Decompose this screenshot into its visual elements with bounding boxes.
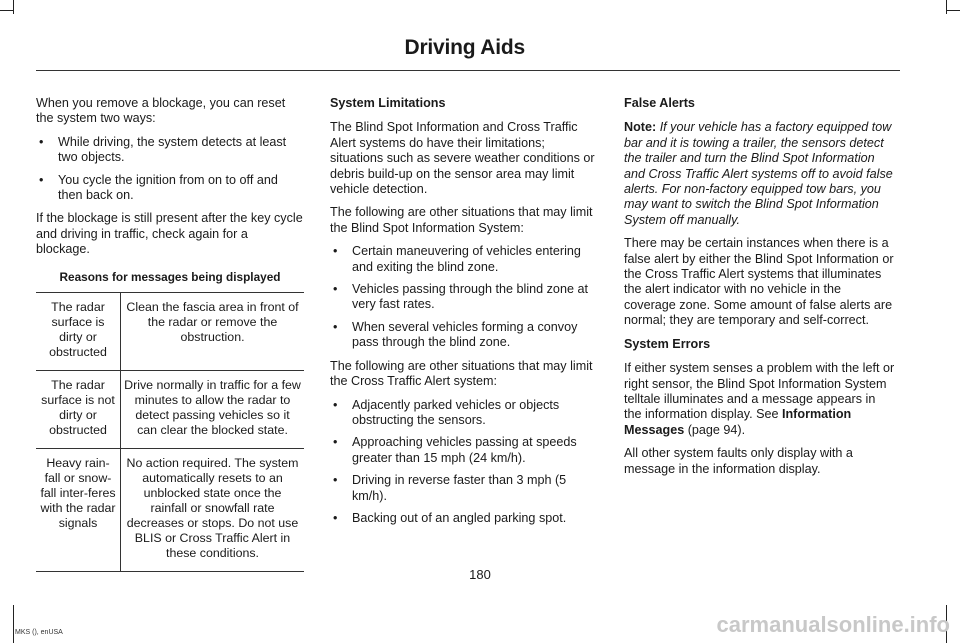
watermark: carmanualsonline.info [716,612,950,637]
column-1 [36,96,304,572]
paragraph: The following are other situations that may limit the Blind Spot Information System: [330,205,593,235]
crop-mark [946,0,947,14]
list-item: • While driving, the system detects at least two objects. [36,135,304,166]
table-row [36,448,304,571]
page-title: Driving Aids [404,36,525,59]
list-item: • Vehicles passing through the blind zone at very fast rates. [330,282,600,313]
note-text: If your vehicle has a factory equipped tow bar and it is towing a trailer, the sensors detect the trailer and turn the Blind Spot Information and Cross Traffic Alert systems off to avoid false alerts. For non-factory equipped tow bars, you may want to switch the Blind Spot Information System off manually. [624,120,893,227]
table-header: Reasons for messages being displayed [36,270,304,293]
page-number: 180 [469,567,491,582]
paragraph: The Blind Spot Information and Cross Traffic Alert systems do have their limitations; situations such as severe weather conditions or debris build-up on the sensor area may limit vehicle detection. [330,120,595,197]
paragraph: The following are other situations that may limit the Cross Traffic Alert system: [330,358,593,389]
column-3 [624,96,896,485]
table-cell-condition: The radar surface is not dirty or obstructed [36,370,121,448]
cross-reference-link[interactable]: Information Messages [624,407,852,437]
crop-mark [13,605,14,643]
section-heading: System Limitations [330,96,446,110]
paragraph [624,361,896,438]
list-item: • Backing out of an angled parking spot. [330,511,600,526]
crop-mark [13,0,14,14]
blis-limitations-list [330,244,600,350]
footer-text: MKS (), enUSA [15,629,63,636]
cta-limitations-list [330,398,600,527]
table-row [36,370,304,448]
table-cell-condition: The radar surface is dirty or obstructed [36,292,121,370]
list-item: • When several vehicles forming a convoy pass through the blind zone. [330,320,600,351]
table-cell-condition: Heavy rain-fall or snow-fall inter-feres with the radar signals [36,448,121,571]
paragraph: There may be certain instances when there is a false alert by either the Blind Spot Information or the Cross Traffic Alert systems that illuminates the alert indicator with no vehicle in the coverage zone. Some amount of false alerts are normal; they are temporary and self-correct. [624,236,894,328]
page-reference: (page 94). [684,422,746,437]
list-item: • Adjacently parked vehicles or objects obstructing the sensors. [330,398,600,429]
crop-mark [0,10,14,11]
note-paragraph [624,120,896,228]
section-heading: System Errors [624,336,711,351]
paragraph-text: If either system senses a problem with the left or right sensor, the Blind Spot Information System telltale illuminates and a message appears in the information display. See [624,361,895,422]
intro-paragraph: When you remove a blockage, you can reset the system two ways: [36,96,286,126]
header-divider [36,70,900,71]
list-item: • You cycle the ignition from on to off and then back on. [36,173,304,204]
table-cell-action: No action required. The system automatically resets to an unblocked state once the rainfall or snowfall rate decreases or stops. Do not use BLIS or Cross Traffic Alert in these conditions. [121,448,305,571]
list-item: • Driving in reverse faster than 3 mph (5 km/h). [330,473,600,504]
note-label: Note: [624,120,657,135]
list-item: • Approaching vehicles passing at speeds greater than 15 mph (24 km/h). [330,435,600,466]
table-cell-action: Clean the fascia area in front of the radar or remove the obstruction. [121,292,305,370]
table-cell-action: Drive normally in traffic for a few minutes to allow the radar to detect passing vehicles so it can clear the blocked state. [121,370,305,448]
paragraph: All other system faults only display with a message in the information display. [624,446,853,476]
section-heading: False Alerts [624,96,695,110]
list-item: • Certain maneuvering of vehicles entering and exiting the blind zone. [330,244,600,275]
blockage-paragraph: If the blockage is still present after the key cycle and driving in traffic, check again for a blockage. [36,211,303,257]
messages-table [36,270,304,572]
crop-mark [946,10,960,11]
table-row [36,292,304,370]
column-2 [330,96,600,534]
reset-list [36,135,304,204]
